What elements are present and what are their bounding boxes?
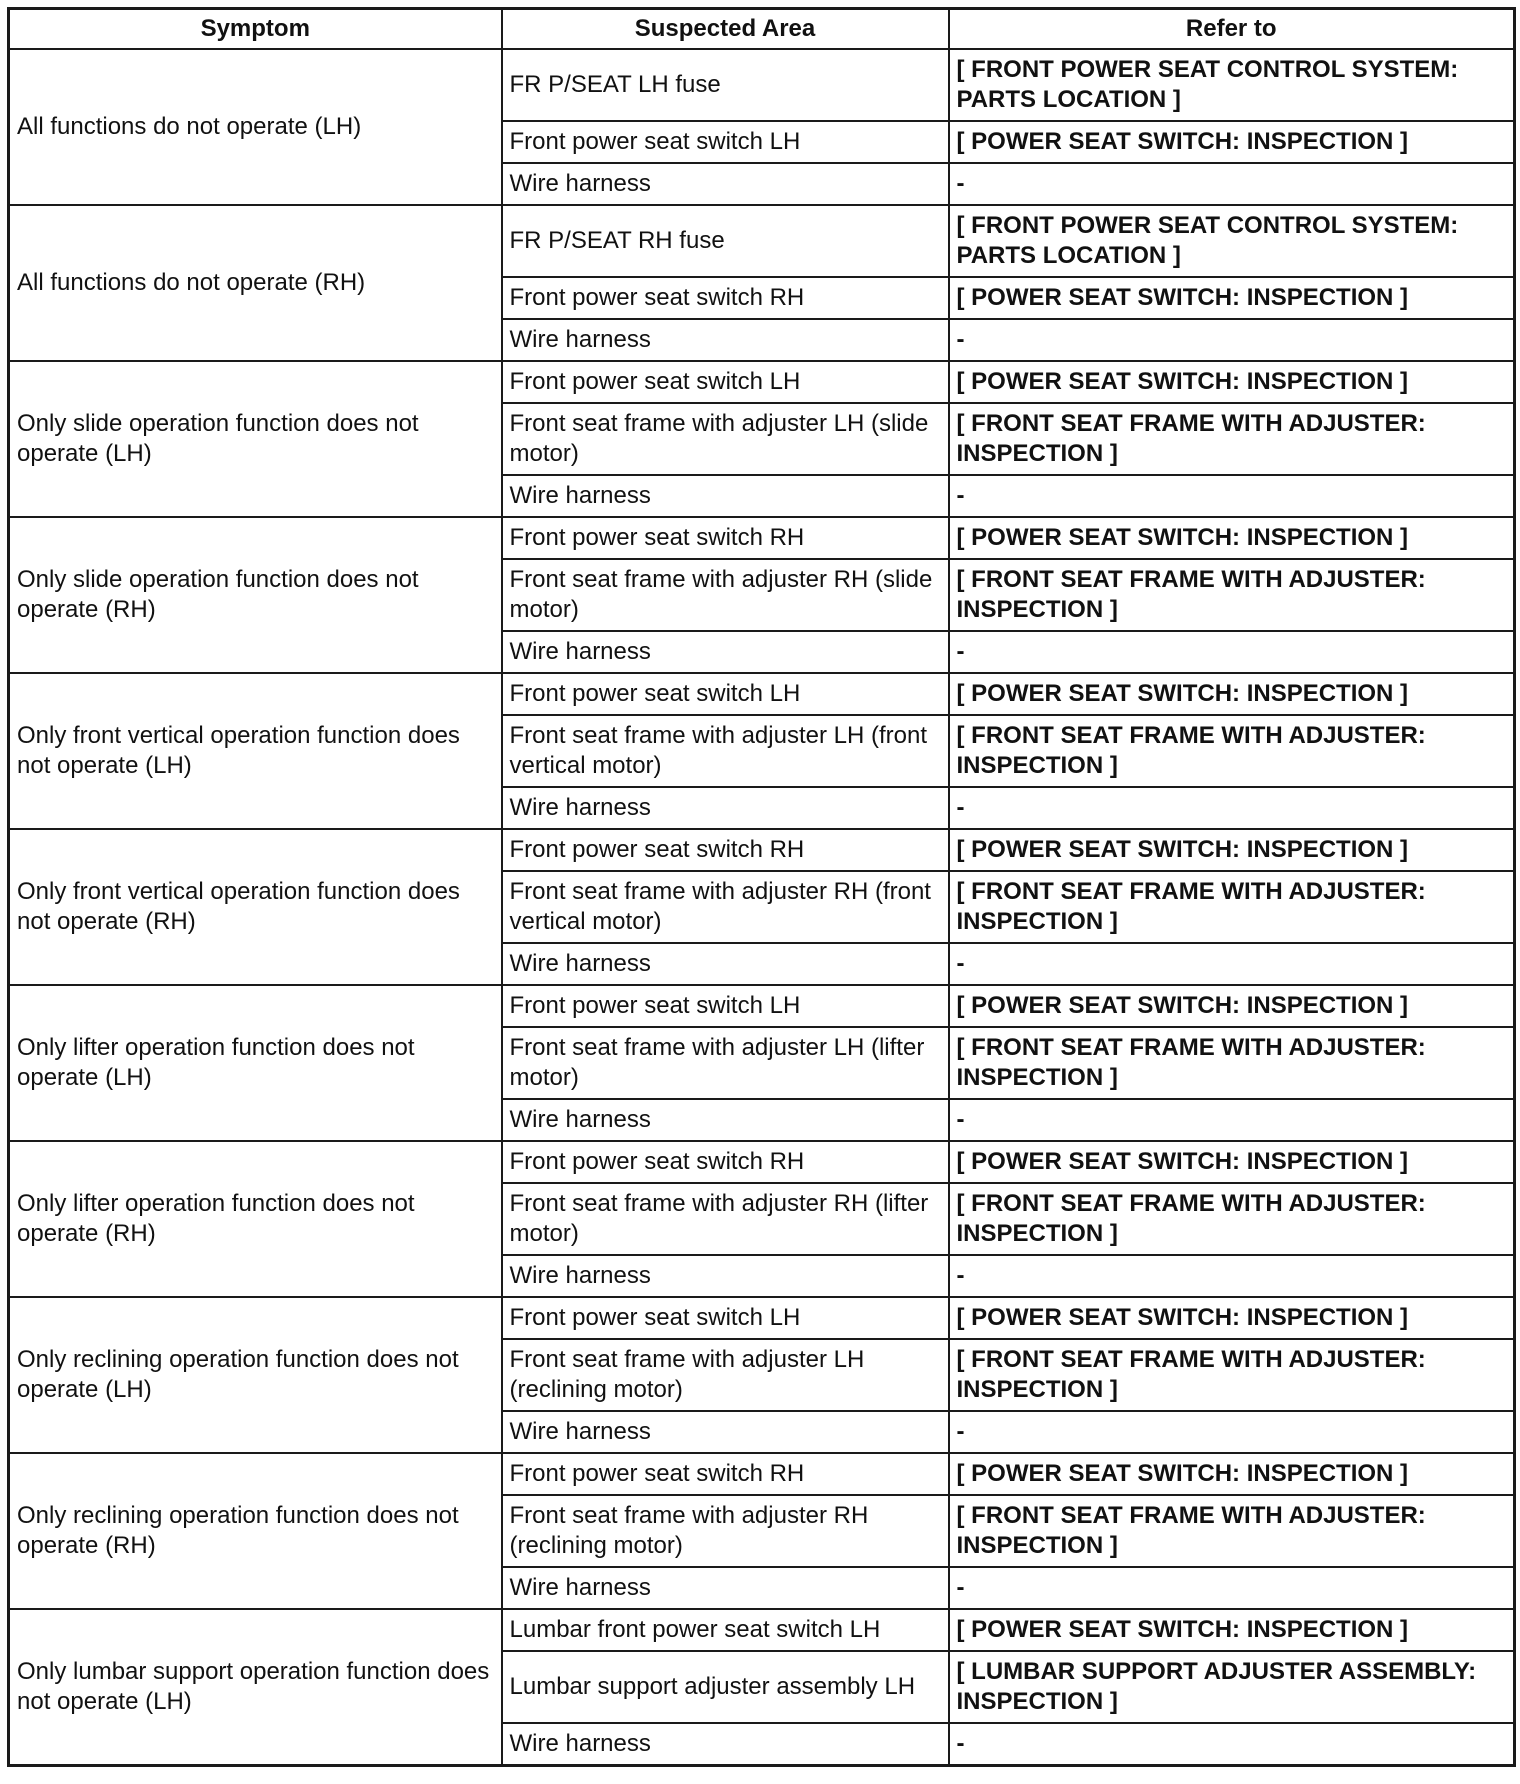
- symptom-cell: Only reclining operation function does not operate (LH): [9, 1297, 502, 1453]
- refer-to-cell: [ FRONT POWER SEAT CONTROL SYSTEM: PARTS LOCATION ]: [949, 49, 1515, 121]
- refer-to-cell: -: [949, 1411, 1515, 1453]
- refer-to-cell: [ FRONT SEAT FRAME WITH ADJUSTER: INSPECTION ]: [949, 1027, 1515, 1099]
- suspected-area-cell: Front power seat switch LH: [502, 121, 949, 163]
- refer-to-cell: [ POWER SEAT SWITCH: INSPECTION ]: [949, 829, 1515, 871]
- symptom-cell: Only lumbar support operation function does not operate (LH): [9, 1609, 502, 1766]
- refer-to-cell: [ FRONT SEAT FRAME WITH ADJUSTER: INSPECTION ]: [949, 559, 1515, 631]
- header-row: [9, 9, 1515, 50]
- refer-to-cell: [ POWER SEAT SWITCH: INSPECTION ]: [949, 1609, 1515, 1651]
- refer-to-cell: -: [949, 319, 1515, 361]
- suspected-area-cell: Lumbar support adjuster assembly LH: [502, 1651, 949, 1723]
- suspected-area-cell: Wire harness: [502, 163, 949, 205]
- symptom-cell: Only front vertical operation function does not operate (LH): [9, 673, 502, 829]
- symptom-cell: Only reclining operation function does not operate (RH): [9, 1453, 502, 1609]
- refer-to-cell: [ POWER SEAT SWITCH: INSPECTION ]: [949, 277, 1515, 319]
- suspected-area-cell: Wire harness: [502, 943, 949, 985]
- refer-to-cell: -: [949, 631, 1515, 673]
- suspected-area-cell: Wire harness: [502, 631, 949, 673]
- suspected-area-cell: FR P/SEAT RH fuse: [502, 205, 949, 277]
- table-row: [9, 49, 1515, 121]
- suspected-area-cell: FR P/SEAT LH fuse: [502, 49, 949, 121]
- table-row: [9, 361, 1515, 403]
- refer-to-cell: [ POWER SEAT SWITCH: INSPECTION ]: [949, 361, 1515, 403]
- suspected-area-cell: Front power seat switch LH: [502, 985, 949, 1027]
- refer-to-cell: -: [949, 163, 1515, 205]
- suspected-area-cell: Wire harness: [502, 1723, 949, 1766]
- suspected-area-cell: Wire harness: [502, 787, 949, 829]
- table-row: [9, 1453, 1515, 1495]
- symptom-cell: Only front vertical operation function does not operate (RH): [9, 829, 502, 985]
- refer-to-cell: [ FRONT SEAT FRAME WITH ADJUSTER: INSPECTION ]: [949, 1183, 1515, 1255]
- suspected-area-cell: Front power seat switch LH: [502, 673, 949, 715]
- symptom-cell: All functions do not operate (RH): [9, 205, 502, 361]
- suspected-area-cell: Front seat frame with adjuster LH (slide motor): [502, 403, 949, 475]
- symptom-cell: Only lifter operation function does not operate (RH): [9, 1141, 502, 1297]
- refer-to-cell: [ FRONT SEAT FRAME WITH ADJUSTER: INSPECTION ]: [949, 403, 1515, 475]
- suspected-area-cell: Lumbar front power seat switch LH: [502, 1609, 949, 1651]
- refer-to-cell: -: [949, 475, 1515, 517]
- suspected-area-cell: Front power seat switch RH: [502, 1453, 949, 1495]
- refer-to-cell: [ POWER SEAT SWITCH: INSPECTION ]: [949, 985, 1515, 1027]
- suspected-area-cell: Front power seat switch RH: [502, 829, 949, 871]
- symptom-cell: Only lifter operation function does not operate (LH): [9, 985, 502, 1141]
- refer-to-cell: -: [949, 1255, 1515, 1297]
- refer-to-cell: [ POWER SEAT SWITCH: INSPECTION ]: [949, 673, 1515, 715]
- symptom-cell: Only slide operation function does not operate (LH): [9, 361, 502, 517]
- suspected-area-cell: Front power seat switch LH: [502, 361, 949, 403]
- symptom-cell: All functions do not operate (LH): [9, 49, 502, 205]
- table-row: [9, 985, 1515, 1027]
- refer-to-cell: [ FRONT SEAT FRAME WITH ADJUSTER: INSPECTION ]: [949, 1495, 1515, 1567]
- header-symptom: Symptom: [9, 9, 502, 50]
- table-row: [9, 1609, 1515, 1651]
- refer-to-cell: [ FRONT POWER SEAT CONTROL SYSTEM: PARTS LOCATION ]: [949, 205, 1515, 277]
- table-row: [9, 829, 1515, 871]
- diagnosis-table-page: [7, 7, 1513, 1777]
- refer-to-cell: -: [949, 1567, 1515, 1609]
- refer-to-cell: -: [949, 787, 1515, 829]
- suspected-area-cell: Front seat frame with adjuster RH (slide motor): [502, 559, 949, 631]
- suspected-area-cell: Front power seat switch LH: [502, 1297, 949, 1339]
- refer-to-cell: [ FRONT SEAT FRAME WITH ADJUSTER: INSPECTION ]: [949, 715, 1515, 787]
- table-row: [9, 517, 1515, 559]
- suspected-area-cell: Wire harness: [502, 475, 949, 517]
- suspected-area-cell: Wire harness: [502, 319, 949, 361]
- refer-to-cell: [ FRONT SEAT FRAME WITH ADJUSTER: INSPECTION ]: [949, 1339, 1515, 1411]
- suspected-area-cell: Front seat frame with adjuster RH (front vertical motor): [502, 871, 949, 943]
- refer-to-cell: -: [949, 1099, 1515, 1141]
- header-refer-to: Refer to: [949, 9, 1515, 50]
- table-row: [9, 205, 1515, 277]
- suspected-area-cell: Front seat frame with adjuster LH (reclining motor): [502, 1339, 949, 1411]
- refer-to-cell: [ LUMBAR SUPPORT ADJUSTER ASSEMBLY: INSPECTION ]: [949, 1651, 1515, 1723]
- suspected-area-cell: Front power seat switch RH: [502, 517, 949, 559]
- table-row: [9, 1297, 1515, 1339]
- refer-to-cell: -: [949, 943, 1515, 985]
- refer-to-cell: [ POWER SEAT SWITCH: INSPECTION ]: [949, 1297, 1515, 1339]
- table-row: [9, 673, 1515, 715]
- refer-to-cell: [ FRONT SEAT FRAME WITH ADJUSTER: INSPECTION ]: [949, 871, 1515, 943]
- suspected-area-cell: Front power seat switch RH: [502, 1141, 949, 1183]
- suspected-area-cell: Front seat frame with adjuster LH (lifter motor): [502, 1027, 949, 1099]
- table-row: [9, 1141, 1515, 1183]
- refer-to-cell: -: [949, 1723, 1515, 1766]
- suspected-area-cell: Wire harness: [502, 1567, 949, 1609]
- suspected-area-cell: Wire harness: [502, 1411, 949, 1453]
- suspected-area-cell: Front seat frame with adjuster RH (reclining motor): [502, 1495, 949, 1567]
- suspected-area-cell: Front seat frame with adjuster LH (front vertical motor): [502, 715, 949, 787]
- suspected-area-cell: Wire harness: [502, 1255, 949, 1297]
- suspected-area-cell: Wire harness: [502, 1099, 949, 1141]
- refer-to-cell: [ POWER SEAT SWITCH: INSPECTION ]: [949, 517, 1515, 559]
- refer-to-cell: [ POWER SEAT SWITCH: INSPECTION ]: [949, 1141, 1515, 1183]
- header-suspected-area: Suspected Area: [502, 9, 949, 50]
- refer-to-cell: [ POWER SEAT SWITCH: INSPECTION ]: [949, 121, 1515, 163]
- refer-to-cell: [ POWER SEAT SWITCH: INSPECTION ]: [949, 1453, 1515, 1495]
- suspected-area-cell: Front power seat switch RH: [502, 277, 949, 319]
- suspected-area-cell: Front seat frame with adjuster RH (lifter motor): [502, 1183, 949, 1255]
- symptom-cell: Only slide operation function does not operate (RH): [9, 517, 502, 673]
- symptom-table: [7, 7, 1516, 1767]
